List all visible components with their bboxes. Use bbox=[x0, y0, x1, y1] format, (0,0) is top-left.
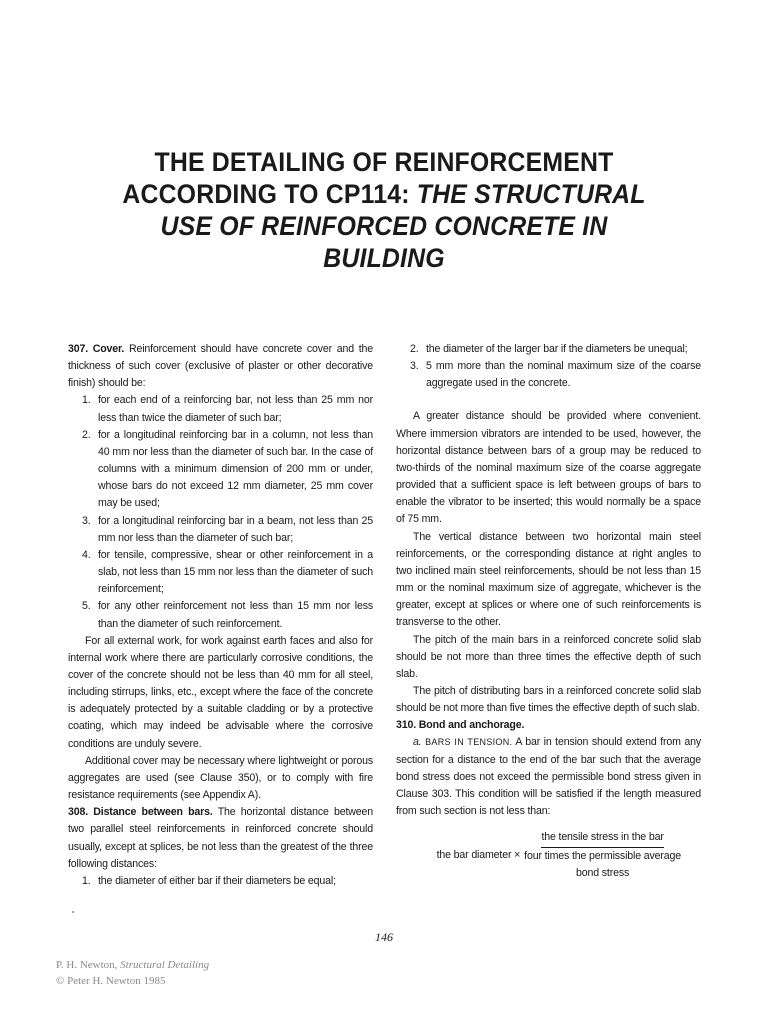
title-line-1: THE DETAILING OF REINFORCEMENT bbox=[154, 147, 614, 177]
paragraph: The pitch of the main bars in a reinforced concrete solid slab should be not more than three times the effective depth of such slab. bbox=[396, 633, 701, 680]
list-item-number: 2. bbox=[410, 343, 419, 355]
distance-list bbox=[68, 873, 373, 890]
right-column bbox=[396, 341, 701, 882]
section-308-intro bbox=[68, 804, 373, 873]
subsection-title: BARS IN TENSION. bbox=[425, 737, 513, 748]
formula-denominator-line-1: four times the permissible average bbox=[524, 850, 681, 863]
list-item-number: 2. bbox=[82, 428, 91, 441]
list-item-text: for tensile, compressive, shear or other reinforcement in a slab, not less than 15 mm nor less than the diameter of such reinforcement; bbox=[98, 548, 373, 596]
list-item bbox=[68, 873, 373, 890]
section-310-text bbox=[396, 734, 701, 820]
list-item bbox=[68, 392, 373, 426]
footer-credits bbox=[56, 957, 209, 989]
footer-source bbox=[56, 957, 209, 973]
list-item bbox=[68, 427, 373, 513]
title-line-2-plain: ACCORDING TO CP114: bbox=[122, 179, 417, 209]
formula-fraction bbox=[524, 829, 681, 882]
subsection-text: A bar in tension should extend from any section for a distance to the end of the bar such that the average bond stress does not exceed the permissible bond stress given in Clause 303. This condition will be satisfied if the length measured from such section is not less than: bbox=[396, 736, 702, 818]
list-item bbox=[396, 358, 701, 392]
formula-denominator-line-2: bond stress bbox=[576, 867, 630, 880]
paragraph: Additional cover may be necessary where lightweight or porous aggregates are used (see Clause 350), or to comply with fire resistance requirements (see Appendix A). bbox=[68, 754, 373, 802]
title-line-2-italic: THE STRUCTURAL bbox=[416, 179, 646, 209]
section-308-heading: 308. Distance between bars. bbox=[68, 806, 213, 819]
list-item-text: for a longitudinal reinforcing bar in a beam, not less than 25 mm nor less than the diameter of such bar; bbox=[98, 514, 373, 544]
print-speck bbox=[72, 911, 74, 913]
formula-lhs: the bar diameter × bbox=[436, 849, 521, 862]
list-item-text: for each end of a reinforcing bar, not less than 25 mm nor less than twice the diameter of such bar; bbox=[98, 394, 373, 424]
footer-copyright: © Peter H. Newton 1985 bbox=[56, 975, 166, 987]
list-item-number: 1. bbox=[82, 394, 91, 407]
section-307-intro bbox=[68, 341, 373, 392]
footer-author: P. H. Newton, bbox=[56, 959, 121, 971]
paragraph: A greater distance should be provided where convenient. Where immersion vibrators are intended to be used, however, the horizontal distance between bars of a group may be reduced to two-thirds of the nominal maximum size of the coarse aggregate provided that a sufficient space is left between groups of bars to enable the vibrator to be inserted; this would normally be a space of 75 mm. bbox=[396, 410, 701, 526]
page-number: 146 bbox=[375, 930, 393, 944]
section-307-heading: 307. Cover. bbox=[68, 343, 125, 355]
list-item-text: the diameter of the larger bar if the diameters be unequal; bbox=[426, 343, 688, 355]
list-item bbox=[68, 547, 373, 598]
paragraph: The pitch of distributing bars in a reinforced concrete solid slab should be not more than five times the effective depth of such slab. bbox=[396, 684, 701, 715]
list-item bbox=[68, 598, 373, 632]
section-310-heading: 310. Bond and anchorage. bbox=[396, 719, 525, 732]
cover-list bbox=[68, 392, 373, 632]
formula-numerator: the tensile stress in the bar bbox=[541, 829, 663, 848]
list-item-number: 3. bbox=[82, 514, 91, 527]
section-308-intro-text: The horizontal distance between two parallel steel reinforcements in reinforced concrete should usually, except at splices, be not less than the greatest of the three following distances: bbox=[68, 806, 374, 870]
list-item bbox=[396, 341, 701, 358]
paragraph: For all external work, for work against earth faces and also for internal work where there are particularly corrosive conditions, the cover of the concrete should not be less than 40 mm for all steel, including stirrups, links, etc., except where the face of the concrete is adequately protected by a suitable cladding or by a protective coating, which may indeed be advisable where the corrosive conditions are unduly severe. bbox=[68, 634, 373, 750]
list-item-text: for any other reinforcement not less than 15 mm nor less than the diameter of such reinforcement. bbox=[98, 600, 373, 630]
list-item-number: 4. bbox=[82, 548, 91, 561]
bond-length-formula bbox=[396, 829, 701, 882]
footer-book-title: Structural Detailing bbox=[120, 959, 210, 971]
left-column bbox=[68, 341, 373, 890]
list-item-text: 5 mm more than the nominal maximum size of the coarse aggregate used in the concrete. bbox=[426, 360, 701, 390]
section-307-intro-text: Reinforcement should have concrete cover and the thickness of such cover (exclusive of plaster or other decorative finish) should be: bbox=[68, 343, 373, 390]
list-item-text: for a longitudinal reinforcing bar in a column, not less than 40 mm nor less than the diameter of such bar. In the case of columns with a minimum dimension of 200 mm or under, whose bars do not exceed 12 mm diameter, 25 mm cover may be used; bbox=[98, 428, 373, 510]
list-item-text: the diameter of either bar if their diameters be equal; bbox=[98, 874, 336, 887]
distance-list-continued bbox=[396, 341, 701, 392]
list-item-number: 1. bbox=[82, 874, 91, 887]
paragraph: The vertical distance between two horizontal main steel reinforcements, or the corresponding distance at right angles to two inclined main steel reinforcements, should be not less than 15 mm or the nominal maximum size of aggregate, whichever is the greater, except at splices or where one of such reinforcements is transverse to the other. bbox=[396, 530, 701, 629]
title-line-3: USE OF REINFORCED CONCRETE IN bbox=[160, 211, 608, 241]
list-item bbox=[68, 513, 373, 547]
page-title bbox=[86, 146, 682, 274]
subsection-letter: a. bbox=[413, 736, 422, 749]
list-item-number: 5. bbox=[82, 600, 91, 613]
title-line-4: BUILDING bbox=[323, 243, 445, 273]
list-item-number: 3. bbox=[410, 360, 419, 373]
